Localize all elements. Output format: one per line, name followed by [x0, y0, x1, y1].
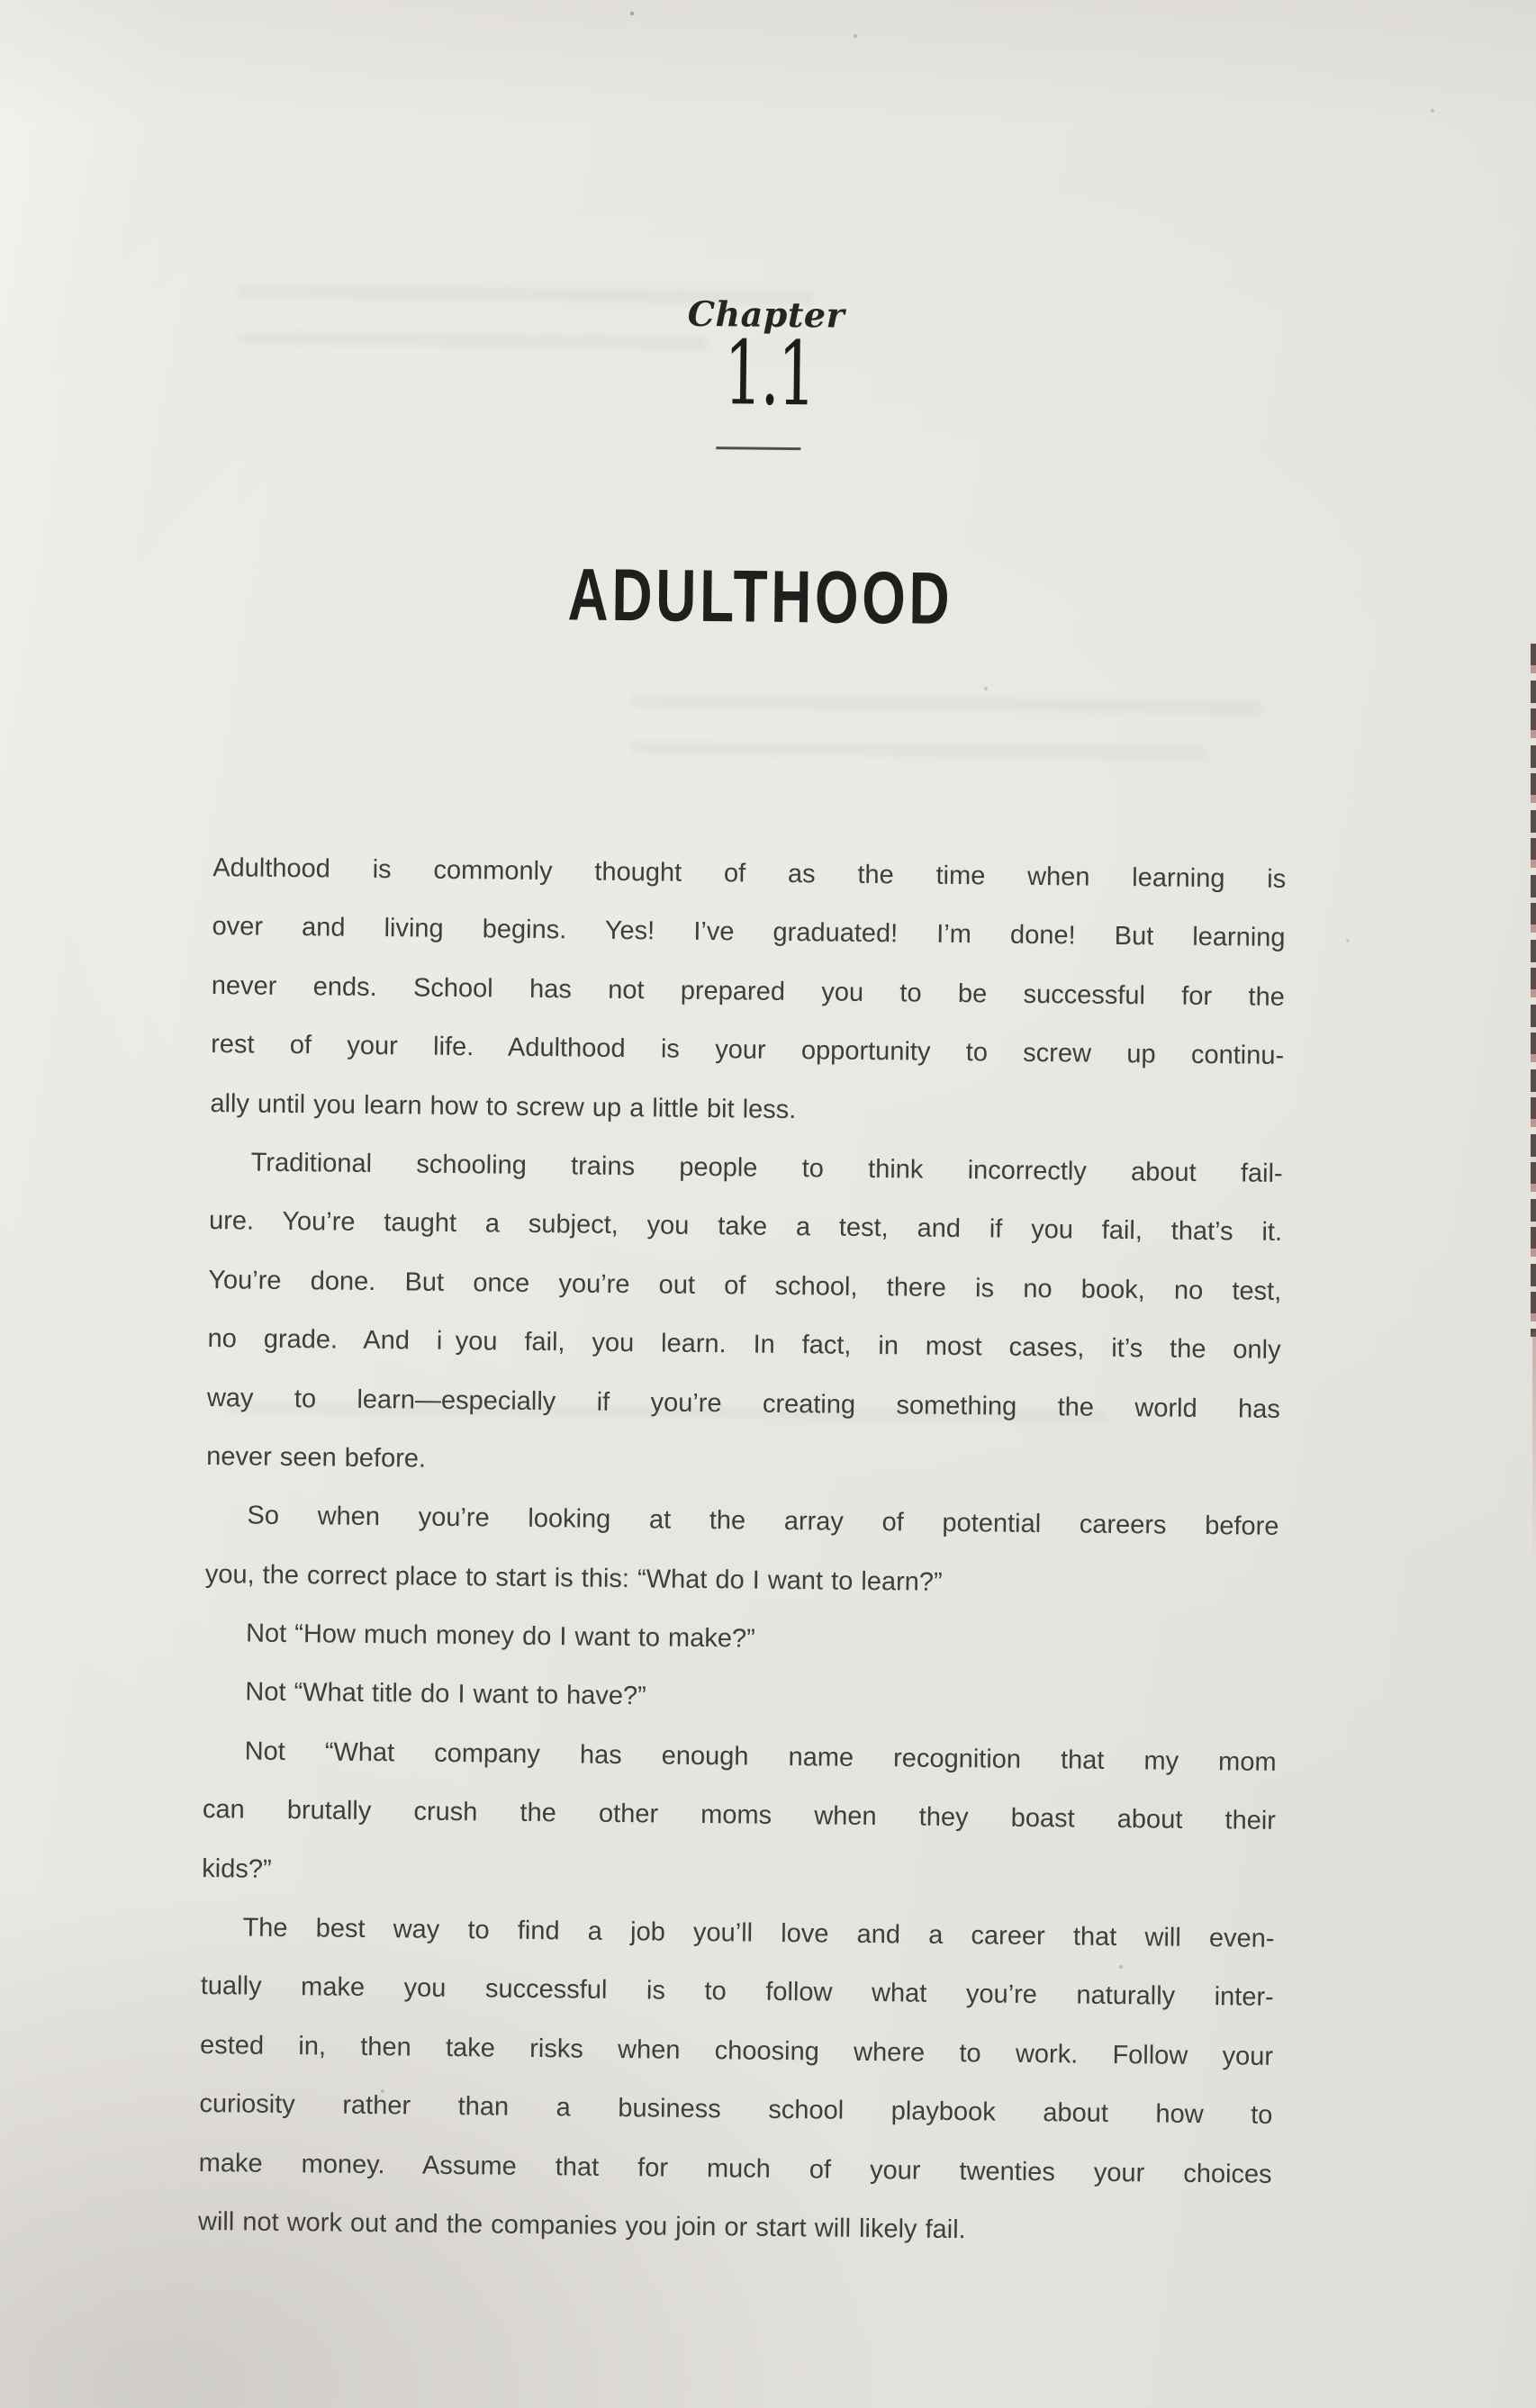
body-line: You’re done. But once you’re out of school, there is no book, no test, — [208, 1265, 1282, 1306]
body-line: will not work out and the companies you join or start will likely fail. — [197, 2206, 966, 2245]
body-line: Adulthood is commonly thought of as the time when learning is — [212, 853, 1287, 894]
photo-right-edge-fade — [1532, 1332, 1536, 1566]
body-line: never seen before. — [206, 1441, 427, 1474]
show-through-line — [238, 331, 706, 349]
show-through-line — [631, 741, 1207, 760]
body-line: way to learn—especially if you’re creating something the world has — [206, 1383, 1281, 1424]
photo-right-edge — [1531, 644, 1536, 1337]
body-line: Not “What title do I want to have?” — [245, 1677, 646, 1711]
body-line: over and living begins. Yes! I’ve graduated! I’m done! But learning — [212, 912, 1286, 953]
body-text — [198, 839, 1287, 2263]
chapter-title: ADULTHOOD — [567, 554, 953, 640]
body-line: make money. Assume that for much of your twenties your choices — [198, 2148, 1272, 2189]
body-line: ally until you learn how to screw up a little bit less. — [210, 1088, 797, 1124]
body-line: Not “What company has enough name recognition that my mom — [244, 1736, 1277, 1777]
body-line: The best way to find a job you’ll love and a career that will even- — [242, 1913, 1275, 1953]
body-line: ure. You’re taught a subject, you take a test, and if you fail, that’s it. — [208, 1206, 1283, 1248]
body-line: tually make you successful is to follow what you’re naturally inter- — [200, 1971, 1274, 2013]
body-line: rest of your life. Adulthood is your opportunity to screw up continu- — [210, 1030, 1285, 1071]
paper-dust-specks — [0, 0, 2, 2]
body-line: So when you’re looking at the array of potential careers before — [247, 1501, 1279, 1542]
body-line: you, the correct place to start is this: “What do I want to learn?” — [204, 1559, 943, 1597]
chapter-rule-divider — [716, 446, 800, 450]
body-line: Traditional schooling trains people to think incorrectly about fail- — [250, 1148, 1283, 1188]
body-line: no grade. And i you fail, you learn. In fact, in most cases, it’s the only — [207, 1324, 1281, 1366]
body-line: curiosity rather than a business school playbook about how to — [199, 2089, 1273, 2131]
body-line: kids?” — [202, 1853, 272, 1884]
body-line: ested in, then take risks when choosing where to work. Follow your — [199, 2030, 1274, 2071]
body-line: Not “How much money do I want to make?” — [245, 1619, 755, 1654]
show-through-line — [631, 694, 1261, 715]
chapter-number: 1.1 — [723, 322, 815, 427]
body-line: can brutally crush the other moms when they boast about their — [202, 1795, 1277, 1836]
body-line: never ends. School has not prepared you to be successful for the — [211, 970, 1285, 1012]
chapter-kicker: Chapter — [687, 293, 845, 336]
